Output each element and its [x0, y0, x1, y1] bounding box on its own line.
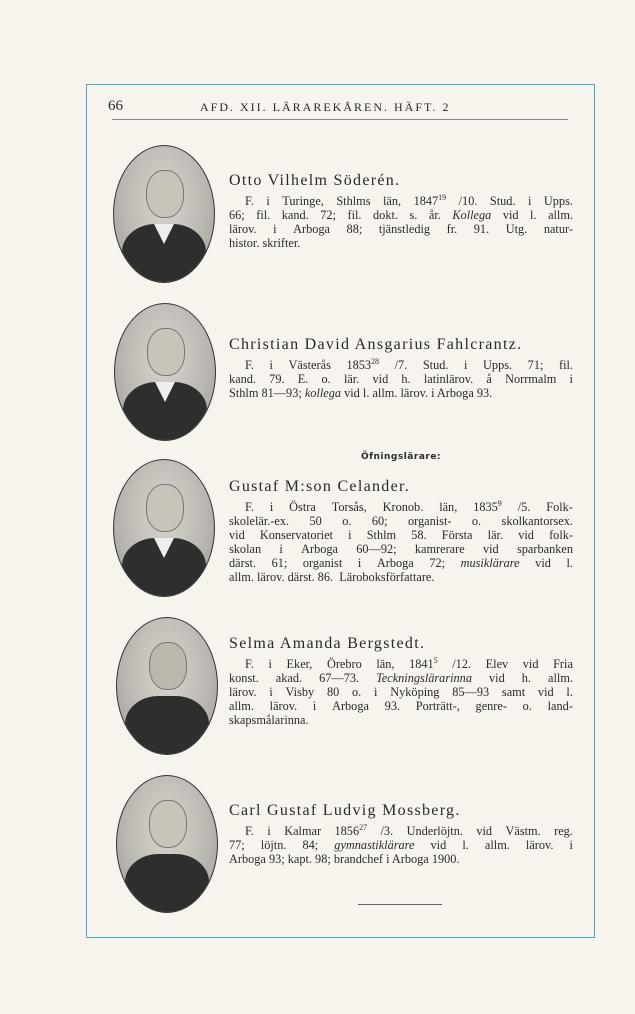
biography-line: F. i Västerås 1853$^{28}$ /7. Stud. i Upps. 71; fil.: [245, 356, 573, 372]
portrait-fahlcrantz: [114, 303, 216, 441]
header-title: AFD. XII. LÄRAREKÅREN. HÄFT. 2: [200, 100, 451, 114]
portrait-bergstedt: [116, 617, 218, 755]
biography-line: Sthlm 81—93; kollega vid l. allm. lärov. i Arboga 93.: [229, 386, 493, 400]
biography-entry: [229, 172, 573, 250]
biography-line: F. i Kalmar 1856$^{27}$ /3. Underlöjtn. vid Västm. reg.: [245, 822, 573, 838]
person-name: Gustaf M:son Celander.: [229, 478, 411, 495]
end-rule: [358, 904, 442, 905]
date-superscript: 28: [371, 356, 380, 366]
portrait-mossberg: [116, 775, 218, 913]
biography-line: 66; fil. kand. 72; fil. dokt. s. år. Kollega vid l. allm.: [229, 208, 573, 222]
person-name: Carl Gustaf Ludvig Mossberg.: [229, 802, 461, 819]
biography-line: skolan i Arboga 60—92; kamrerare vid sparbanken: [229, 542, 573, 556]
page-number: 66: [108, 98, 123, 114]
header-rule: [112, 119, 568, 120]
biography-line: lärov. i Visby 80 o. i Nyköping 85—93 samt vid l.: [229, 685, 573, 699]
biography-line: konst. akad. 67—73. Teckningslärarinna vid h. allm.: [229, 671, 573, 685]
biography-line: därst. 61; organist i Arboga 72; musiklärare vid l.: [229, 556, 573, 570]
biography-entry: [229, 478, 573, 584]
biography-line: allm. lärov. i Arboga 93. Porträtt-, genre- o. land-: [229, 699, 573, 713]
date-superscript: 27: [359, 822, 368, 832]
biography-entry: [229, 635, 573, 727]
person-name: Christian David Ansgarius Fahlcrantz.: [229, 336, 523, 353]
biography-line: F. i Turinge, Sthlms län, 1847$^{19}$ /10. Stud. i Upps.: [245, 192, 573, 208]
biography-entry: [229, 802, 573, 866]
portrait-soderen: [113, 145, 215, 283]
person-name: Otto Vilhelm Söderén.: [229, 172, 401, 189]
biography-line: histor. skrifter.: [229, 236, 301, 250]
section-heading: Öfningslärare:: [360, 452, 442, 462]
biography-line: kand. 79. E. o. lär. vid h. latinlärov. å Norrmalm i: [229, 372, 573, 386]
biography-line: lärov. i Arboga 88; tjänstledig fr. 91. Utg. natur-: [229, 222, 573, 236]
biography-line: vid Konservatoriet i Sthlm 58. Första lär. vid folk-: [229, 528, 573, 542]
biography-line: allm. lärov. därst. 86. Läroboksförfattare.: [229, 570, 435, 584]
running-header: [108, 98, 568, 118]
biography-line: skolelär.-ex. 50 o. 60; organist- o. skolkantorsex.: [229, 514, 573, 528]
date-superscript: 9: [497, 498, 502, 508]
biography-entry: [229, 336, 573, 400]
date-superscript: 19: [438, 192, 447, 202]
biography-line: F. i Eker, Örebro län, 1841$^5$ /12. Elev vid Fria: [245, 655, 573, 671]
biography-line: 77; löjtn. 84; gymnastiklärare vid l. allm. lärov. i: [229, 838, 573, 852]
date-superscript: 5: [433, 655, 438, 665]
biography-line: Arboga 93; kapt. 98; brandchef i Arboga 1900.: [229, 852, 460, 866]
biography-line: skapsmålarinna.: [229, 713, 309, 727]
biography-line: F. i Östra Torsås, Kronob. län, 1835$^9$ /5. Folk-: [245, 498, 573, 514]
portrait-celander: [113, 459, 215, 597]
person-name: Selma Amanda Bergstedt.: [229, 635, 426, 652]
